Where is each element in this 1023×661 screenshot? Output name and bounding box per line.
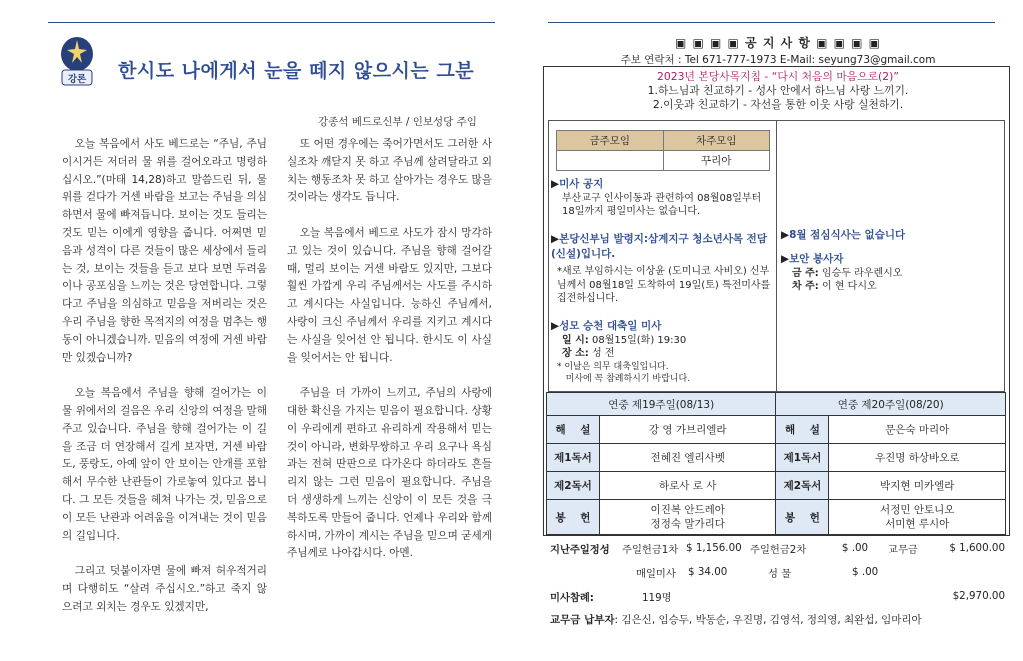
offering-total: $2,970.00 [952, 590, 1005, 602]
meeting-table [556, 130, 770, 171]
attendance-label: 미사참례: [550, 591, 594, 604]
role-label: 제1독서 [547, 444, 600, 472]
notice-feast-head: 성모 승천 대축일 미사 [559, 320, 662, 332]
notice-mass-head: 미사 공지 [559, 178, 604, 190]
week-19-head: 연중 제19주일(08/13) [547, 393, 776, 416]
role-label: 봉 헌 [547, 500, 600, 535]
notice-mass [551, 178, 773, 219]
volunteer-next-week-value: 이 현 다시오 [818, 281, 877, 292]
daily-mass-label: 매일미사 [636, 567, 676, 580]
bullet-triangle-icon: ▶ [551, 178, 560, 190]
feast-time-value: 08월15일(화) 19:30 [588, 334, 687, 346]
pastoral-motto [548, 70, 1008, 112]
notice-meal-text: 8월 점심식사는 없습니다 [789, 229, 906, 241]
table-row [547, 472, 1006, 500]
homily-paragraph: 주님을 더 가까이 느끼고, 주님의 사랑에 대한 확신을 가지는 믿음이 필요합니다. 상황이 우리에게 편하고 유리하게 작용해서 믿는 것이 아니라, 변화무쌍하고 우리 요구나 욕심과는 전혀 딴판으로 다가온다 하더라도 흔들리지 않는 그런 믿음이 필요합니다. 주님을 더 생생하게 느끼는 신앙이 이 모든 것을 극복하도록 만들어 줍니다. 언제나 우리와 함께하시며, 가까이 계시는 주님을 믿으며 굳세게 주님께로 나아갑시다. 아멘. [287, 387, 492, 560]
bullet-triangle-icon: ▶ [781, 229, 790, 241]
notice-volunteer-head: 보안 봉사자 [789, 253, 844, 265]
donors-label: 교무금 납부자 [550, 614, 615, 626]
bullet-triangle-icon: ▶ [551, 320, 560, 332]
notice-mass-body: 부산교구 인사이동과 관련하여 08월08일부터 18일까지 평일미사는 없습니다. [562, 192, 762, 217]
homily-paragraph: 오늘 복음에서 주님을 향해 걸어가는 이 물 위에서의 걸음은 우리 신앙의 여정을 말해주고 있습니다. 주님을 향해 걸어가는 이 길을 조금 더 연장해서 길게 보자면, 거센 바람도, 풍랑도, 아예 앞이 안 보이는 안개를 포함해서 무수한 난관들이 가로놓여 있다고 봅니다. 그 모든 것들을 헤쳐 나가는 것, 믿음으로 이 모든 난관과 어려움을 이겨내는 것이 믿음의 길입니다. [62, 387, 267, 542]
notice-title: ▣ ▣ ▣ ▣ 공 지 사 항 ▣ ▣ ▣ ▣ [674, 36, 882, 50]
role-week-19: 전혜진 엘리사벳 [599, 444, 776, 472]
volunteer-next-week-label: 차 주: [792, 281, 819, 292]
homily-title: 한시도 나에게서 눈을 떼지 않으시는 그분 [118, 60, 475, 82]
meeting-this-week-value [557, 151, 664, 171]
logo-label: 강론 [67, 74, 87, 85]
role-label: 제2독서 [547, 472, 600, 500]
role-week-20: 문은숙 마리아 [829, 416, 1006, 444]
homily-column-2 [287, 136, 492, 581]
homily-author: 강종석 베드로신부 / 인보성당 주임 [318, 116, 477, 128]
role-week-19: 이진복 안드레아 정정숙 말가리다 [599, 500, 776, 535]
table-row [547, 416, 1006, 444]
bullet-triangle-icon: ▶ [551, 233, 560, 245]
notice-contact: 주보 연락처 : Tel 671-777-1973 E-Mail: seyung73@gmail.com [620, 54, 936, 66]
left-top-rule [48, 22, 495, 23]
second-collection-label: 주일헌금2차 [750, 543, 807, 556]
second-collection-value: $ .00 [841, 542, 869, 554]
right-top-rule [548, 22, 995, 23]
first-collection-value: $ 1,156.00 [686, 542, 742, 554]
role-week-20: 우진명 하상바오로 [829, 444, 1006, 472]
role-label: 제2독서 [776, 472, 829, 500]
attendance-value: 119명 [642, 591, 672, 604]
notice-feast [551, 320, 773, 385]
meeting-next-week-head: 차주모임 [663, 131, 770, 151]
role-week-20: 서정민 안토니오 서미현 루시아 [829, 500, 1006, 535]
homily-column-1 [62, 136, 267, 634]
role-week-20: 박지현 미카엘라 [829, 472, 1006, 500]
role-label: 해 설 [776, 416, 829, 444]
feast-note-1: * 이날은 의무 대축일입니다. [557, 361, 669, 372]
feast-place-value: 성 전 [588, 348, 615, 359]
homily-paragraph: 또 어떤 경우에는 죽어가면서도 그러한 사실조차 깨닫지 못 하고 주님께 살려달라고 외치는 행동조차 못 하고 살아가는 경우도 많을 것이라는 생각도 듭니다. [287, 138, 492, 204]
notice-box-divider [776, 120, 777, 392]
meeting-next-week-value: 꾸리아 [663, 151, 770, 171]
homily-paragraph: 오늘 복음에서 베드로 사도가 잠시 망각하고 있는 것이 있습니다. 주님을 향해 걸어갈 때, 멀리 보이는 거센 바람도 있지만, 그보다 훨씬 가깝게 우리 주님께서는 사도를 주시하고 계시다는 사실입니다. 능하신 주님께서, 사랑이 크신 주님께서 우리를 지키고 계시다는 사실을 잊어선 안 됩니다. 한시도 이 사실을 잊어서는 안 됩니다. [287, 226, 492, 364]
feast-time-label: 일 시: [562, 334, 589, 346]
devotional-items-label: 성 물 [768, 567, 792, 580]
role-label: 해 설 [547, 416, 600, 444]
notice-meal [781, 229, 1003, 243]
feast-note-2: 미사에 꼭 참례하시기 바랍니다. [557, 373, 691, 384]
liturgy-roles-table [546, 392, 1006, 535]
bullet-triangle-icon: ▶ [781, 253, 790, 265]
devotional-items-value: $ .00 [852, 566, 879, 578]
feast-place-label: 장 소: [562, 348, 589, 359]
daily-mass-value: $ 34.00 [688, 566, 728, 578]
homily-paragraph: 그리고 덧붙이자면 물에 빠져 허우적거리며 다행히도 “살려 주십시오.”하고 죽지 않으려고 외치는 경우도 있겠지만, [62, 565, 267, 613]
table-row [547, 500, 1006, 535]
offering-label: 지난주일정성 [550, 543, 610, 556]
notice-volunteer [781, 253, 1003, 294]
parish-due-value: $ 1,600.00 [949, 542, 1005, 554]
offering-summary [550, 536, 1005, 608]
donors-list: : 김은신, 임승두, 박동순, 우진명, 김영석, 정의영, 최완섭, 임마리아 [614, 614, 922, 626]
parish-due-donors [550, 612, 1005, 627]
parish-due-label: 교무금 [888, 543, 918, 556]
motto-line-3: 2.이웃과 친교하기 - 자선을 통한 이웃 사랑 실천하기. [652, 98, 904, 111]
week-20-head: 연중 제20주일(08/20) [776, 393, 1006, 416]
table-row [547, 444, 1006, 472]
notice-priest-body: *새로 부임하시는 이상윤 (도미니코 사비오) 신부님께서 08월18일 도착하여 19일(토) 특전미사를 집전하십니다. [557, 266, 771, 304]
volunteer-this-week-value: 임승두 라우렌시오 [818, 267, 903, 279]
role-label: 봉 헌 [776, 500, 829, 535]
role-week-19: 하로사 로 사 [599, 472, 776, 500]
homily-paragraph: 오늘 복음에서 사도 베드로는 “주님, 주님이시거든 저더러 물 위를 걸어오라고 명령하십시오.”(마태 14,28)하고 말씀드린 뒤, 물 위를 걷다가 거센 바람을 보고는 주님을 의심하면서 물에 빠져듭니다. 보이는 것도 들리는 것도 믿는 이에게 영향을 줍니다. 어쩌면 믿음과 성격이 다른 것들이 많은 세상에서 들리는 것, 보이는 것들을 듣고 보다 보면 두려움이나 공포심을 느끼는 것은 당연합니다. 그렇다고 주님을 의심하고 믿음을 저버리는 것은 우리 주님을 향한 목적지의 여정을 멈추는 행동이 아니겠습니까. 믿음의 여정에 거센 바람만 있겠습니까? [62, 138, 267, 364]
meeting-this-week-head: 금주모임 [557, 131, 664, 151]
role-week-19: 강 영 가브리엘라 [599, 416, 776, 444]
role-label: 제1독서 [776, 444, 829, 472]
homily-logo [58, 36, 96, 86]
volunteer-this-week-label: 금 주: [792, 267, 819, 279]
notice-priest-head: 본당신부님 발령지:삼계지구 청소년사목 전담 (신설)입니다. [551, 233, 767, 260]
motto-line-1: 2023년 본당사목지침 - “다시 처음의 마음으로(2)” [657, 70, 899, 83]
notice-priest [551, 232, 773, 306]
motto-line-2: 1.하느님과 친교하기 - 성사 안에서 하느님 사랑 느끼기. [647, 84, 909, 97]
first-collection-label: 주일헌금1차 [622, 543, 679, 556]
